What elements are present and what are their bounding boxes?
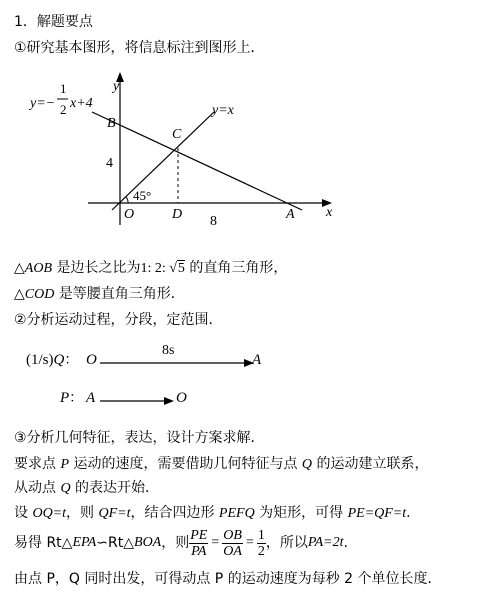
fact-cod: △COD 是等腰直角三角形． [14, 286, 185, 302]
paragraph-5: 由点 P，Q 同时出发，可得动点 P 的运动速度为每秒 2 个单位长度． [14, 571, 442, 587]
motion-p-start: A [86, 390, 96, 406]
point-D-label: D [172, 207, 183, 222]
paragraph-3: 设 OQ=t，则 QF=t，结合四边形 PEFQ 为矩形，可得 PE=QF=t. [14, 505, 411, 521]
fraction-pe-pa: $\frac{PE}{PA}$ [190, 527, 208, 559]
line1-label-prefix: y=− [30, 96, 56, 111]
line1-frac-den: 2 [60, 102, 67, 117]
step-3-text: ③分析几何特征，表达，设计方案求解． [14, 430, 265, 446]
line1-label-suffix: x+4 [70, 96, 93, 111]
y-axis-label: y [113, 79, 120, 94]
motion-p-end: O [176, 390, 187, 406]
x-axis-label: x [326, 205, 333, 220]
sqrt-5: 5 [177, 261, 185, 276]
line2-label: y=x [212, 103, 234, 118]
motion-q-start: O [86, 352, 97, 368]
step-1-text: ①研究基本图形，将信息标注到图形上． [14, 40, 265, 56]
motion-q-label: (1/s)Q： [26, 352, 79, 368]
paragraph-1: 要求点 P 运动的速度，需要借助几何特征与点 Q 的运动建立联系， [14, 456, 429, 472]
point-O-label: O [124, 207, 135, 222]
step-2-text: ②分析运动过程，分段，定范围． [14, 312, 223, 328]
paragraph-2: 从动点 Q 的表达开始． [14, 480, 160, 496]
line-AB [92, 112, 302, 210]
label-4: 4 [106, 156, 113, 171]
point-B-label: B [107, 116, 116, 131]
paragraph-4: 易得 Rt△ EPA ∽Rt△ BOA ，则 $\frac{PE}{PA}$ = $\frac{OB}{OA}$ = $\frac{1}{2}$ ，所以 PA=2t . [14, 527, 348, 559]
angle-arc [126, 197, 128, 203]
motion-q-end: A [252, 352, 262, 368]
motion-q-arrow [98, 355, 258, 371]
fraction-one-half: $\frac{1}{2}$ [257, 527, 265, 559]
point-A-label: A [286, 207, 295, 222]
motion-p-label: P： [60, 390, 84, 406]
line-y-eq-x [112, 112, 214, 210]
coordinate-figure [0, 70, 495, 240]
section-heading: 1．解题要点 [14, 14, 93, 30]
label-8: 8 [210, 214, 217, 229]
angle-label: 45° [133, 188, 152, 203]
motion-p-arrow [98, 393, 178, 409]
fraction-ob-oa: $\frac{OB}{OA}$ [223, 527, 242, 559]
fact-aob: △AOB 是边长之比为1: 2: √5 的直角三角形， [14, 260, 288, 276]
point-C-label: C [172, 127, 182, 142]
motion-q-time: 8s [162, 343, 175, 358]
line1-frac-num: 1 [60, 81, 67, 96]
